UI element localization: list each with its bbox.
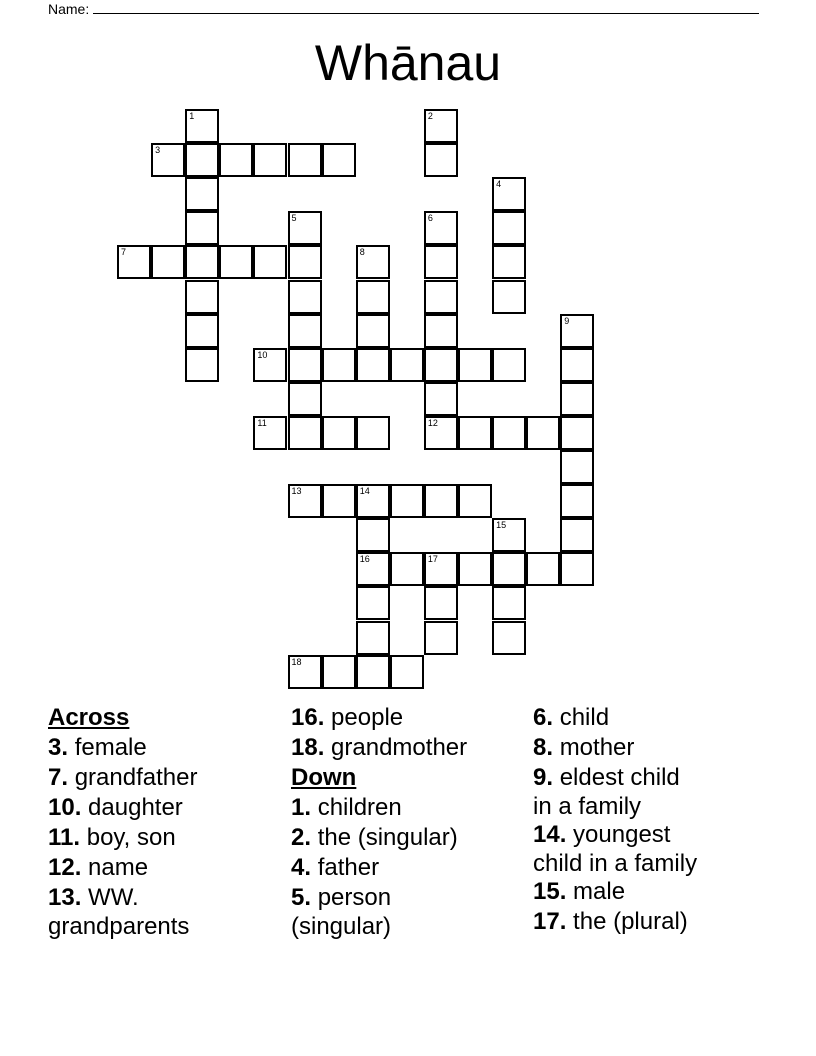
grid-cell[interactable] xyxy=(424,552,458,586)
grid-cell[interactable] xyxy=(288,348,322,382)
grid-cell[interactable] xyxy=(185,348,219,382)
grid-cell[interactable] xyxy=(253,245,287,279)
grid-cell[interactable] xyxy=(492,177,526,211)
clue-column-2 xyxy=(291,703,467,940)
cell-number: 8 xyxy=(359,247,365,258)
name-label: Name: xyxy=(48,1,90,17)
grid-cell[interactable] xyxy=(219,245,253,279)
grid-cell[interactable] xyxy=(288,280,322,314)
grid-cell[interactable] xyxy=(288,382,322,416)
grid-cell[interactable] xyxy=(492,245,526,279)
cell-number: 17 xyxy=(427,554,438,565)
grid-cell[interactable] xyxy=(253,348,287,382)
puzzle-title: Whānau xyxy=(314,35,502,91)
grid-cell[interactable] xyxy=(151,143,185,177)
clue-down-17: 17. the (plural) xyxy=(533,908,688,935)
cell-number: 18 xyxy=(291,656,302,667)
grid-cell[interactable] xyxy=(560,314,594,348)
grid-cell[interactable] xyxy=(492,552,526,586)
grid-cell[interactable] xyxy=(458,484,492,518)
clue-across-18: 18. grandmother xyxy=(291,734,468,761)
grid-cell[interactable] xyxy=(390,348,424,382)
grid-cell[interactable] xyxy=(322,143,356,177)
cell-number: 14 xyxy=(359,486,370,497)
grid-cell[interactable] xyxy=(185,177,219,211)
clue-down-8: 8. mother xyxy=(533,734,635,761)
grid-cell[interactable] xyxy=(390,484,424,518)
grid-cell[interactable] xyxy=(322,655,356,689)
grid-cell[interactable] xyxy=(390,552,424,586)
grid-cell[interactable] xyxy=(492,586,526,620)
clue-across-12: 12. name xyxy=(48,854,149,881)
clue-across-7: 7. grandfather xyxy=(48,764,198,791)
clue-across-3: 3. female xyxy=(48,734,147,761)
clue-down-5: 5. person (singular) xyxy=(291,884,392,940)
grid-cell[interactable] xyxy=(424,382,458,416)
cell-number: 9 xyxy=(564,315,570,326)
grid-cell[interactable] xyxy=(424,314,458,348)
grid-cell[interactable] xyxy=(424,416,458,450)
clue-down-6: 6. child xyxy=(533,704,610,731)
grid-cell[interactable] xyxy=(560,518,594,552)
grid-cell[interactable] xyxy=(492,518,526,552)
grid-cell[interactable] xyxy=(424,348,458,382)
grid-cell[interactable] xyxy=(253,143,287,177)
grid-cell[interactable] xyxy=(356,586,390,620)
grid-cell[interactable] xyxy=(288,314,322,348)
cell-number: 16 xyxy=(359,554,370,565)
grid-cell[interactable] xyxy=(424,245,458,279)
grid-cell[interactable] xyxy=(526,416,560,450)
grid-cell[interactable] xyxy=(492,280,526,314)
grid-cell[interactable] xyxy=(219,143,253,177)
clue-across-10: 10. daughter xyxy=(48,794,183,821)
grid-cell[interactable] xyxy=(117,245,151,279)
grid-cell[interactable] xyxy=(458,552,492,586)
grid-cell[interactable] xyxy=(288,484,322,518)
clue-down-9: 9. eldest child in a family xyxy=(533,764,680,820)
cell-number: 6 xyxy=(427,213,433,224)
cell-number: 7 xyxy=(121,247,127,258)
grid-cell[interactable] xyxy=(185,211,219,245)
grid-cell[interactable] xyxy=(492,416,526,450)
cell-number: 13 xyxy=(291,486,302,497)
grid-cell[interactable] xyxy=(560,450,594,484)
grid-cell[interactable] xyxy=(356,416,390,450)
grid-cell[interactable] xyxy=(253,416,287,450)
cell-number: 1 xyxy=(189,111,195,121)
grid-cell[interactable] xyxy=(356,518,390,552)
grid-cell[interactable] xyxy=(288,416,322,450)
grid-cell[interactable] xyxy=(390,655,424,689)
grid-cell[interactable] xyxy=(492,621,526,655)
clue-down-1: 1. children xyxy=(291,794,402,821)
grid-cell[interactable] xyxy=(526,552,560,586)
cell-number: 5 xyxy=(291,213,297,224)
cell-number: 10 xyxy=(257,349,268,360)
grid-cell[interactable] xyxy=(356,484,390,518)
grid-cell[interactable] xyxy=(356,621,390,655)
clue-column-1 xyxy=(48,703,197,940)
grid-cell[interactable] xyxy=(322,416,356,450)
grid-cell[interactable] xyxy=(356,314,390,348)
cell-number: 3 xyxy=(155,145,161,156)
grid-cell[interactable] xyxy=(356,348,390,382)
clue-down-14: 14. youngest child in a family xyxy=(533,821,698,877)
grid-cell[interactable] xyxy=(288,143,322,177)
clue-down-4: 4. father xyxy=(291,854,380,881)
grid-cell[interactable] xyxy=(185,314,219,348)
grid-cell[interactable] xyxy=(458,416,492,450)
grid-cell[interactable] xyxy=(356,280,390,314)
grid-cell[interactable] xyxy=(288,655,322,689)
grid-cell[interactable] xyxy=(560,552,594,586)
grid-cell[interactable] xyxy=(288,245,322,279)
grid-cell[interactable] xyxy=(424,280,458,314)
clue-across-11: 11. boy, son xyxy=(48,824,176,851)
grid-cell[interactable] xyxy=(424,109,458,143)
grid-cell[interactable] xyxy=(424,586,458,620)
grid-cell[interactable] xyxy=(288,211,322,245)
grid-cell[interactable] xyxy=(356,245,390,279)
grid-cell[interactable] xyxy=(560,484,594,518)
clue-down-15: 15. male xyxy=(533,878,626,905)
grid-cell[interactable] xyxy=(185,280,219,314)
across-heading: Across xyxy=(48,704,130,731)
cell-number: 4 xyxy=(496,179,502,190)
cell-number: 2 xyxy=(427,111,433,121)
grid-cell[interactable] xyxy=(492,348,526,382)
grid-cell[interactable] xyxy=(424,621,458,655)
grid-cell[interactable] xyxy=(356,552,390,586)
grid-cell[interactable] xyxy=(185,109,219,143)
clue-across-13: 13. WW. grandparents xyxy=(48,884,190,940)
cell-number: 11 xyxy=(257,417,267,428)
grid-cell[interactable] xyxy=(185,245,219,279)
grid-cell[interactable] xyxy=(560,382,594,416)
grid-cell[interactable] xyxy=(492,211,526,245)
grid-cell[interactable] xyxy=(151,245,185,279)
cell-number: 12 xyxy=(427,417,438,428)
grid-cell[interactable] xyxy=(322,484,356,518)
grid-cell[interactable] xyxy=(458,348,492,382)
cell-number: 15 xyxy=(496,520,507,531)
grid-cell[interactable] xyxy=(185,143,219,177)
grid-cell[interactable] xyxy=(322,348,356,382)
grid-cell[interactable] xyxy=(560,416,594,450)
grid-cell[interactable] xyxy=(424,143,458,177)
grid-cell[interactable] xyxy=(424,211,458,245)
clue-down-2: 2. the (singular) xyxy=(291,824,458,851)
grid-cell[interactable] xyxy=(356,655,390,689)
down-heading: Down xyxy=(291,764,357,791)
clue-across-16: 16. people xyxy=(291,704,404,731)
clue-column-3 xyxy=(533,703,697,937)
grid-cell[interactable] xyxy=(424,484,458,518)
grid-cell[interactable] xyxy=(560,348,594,382)
